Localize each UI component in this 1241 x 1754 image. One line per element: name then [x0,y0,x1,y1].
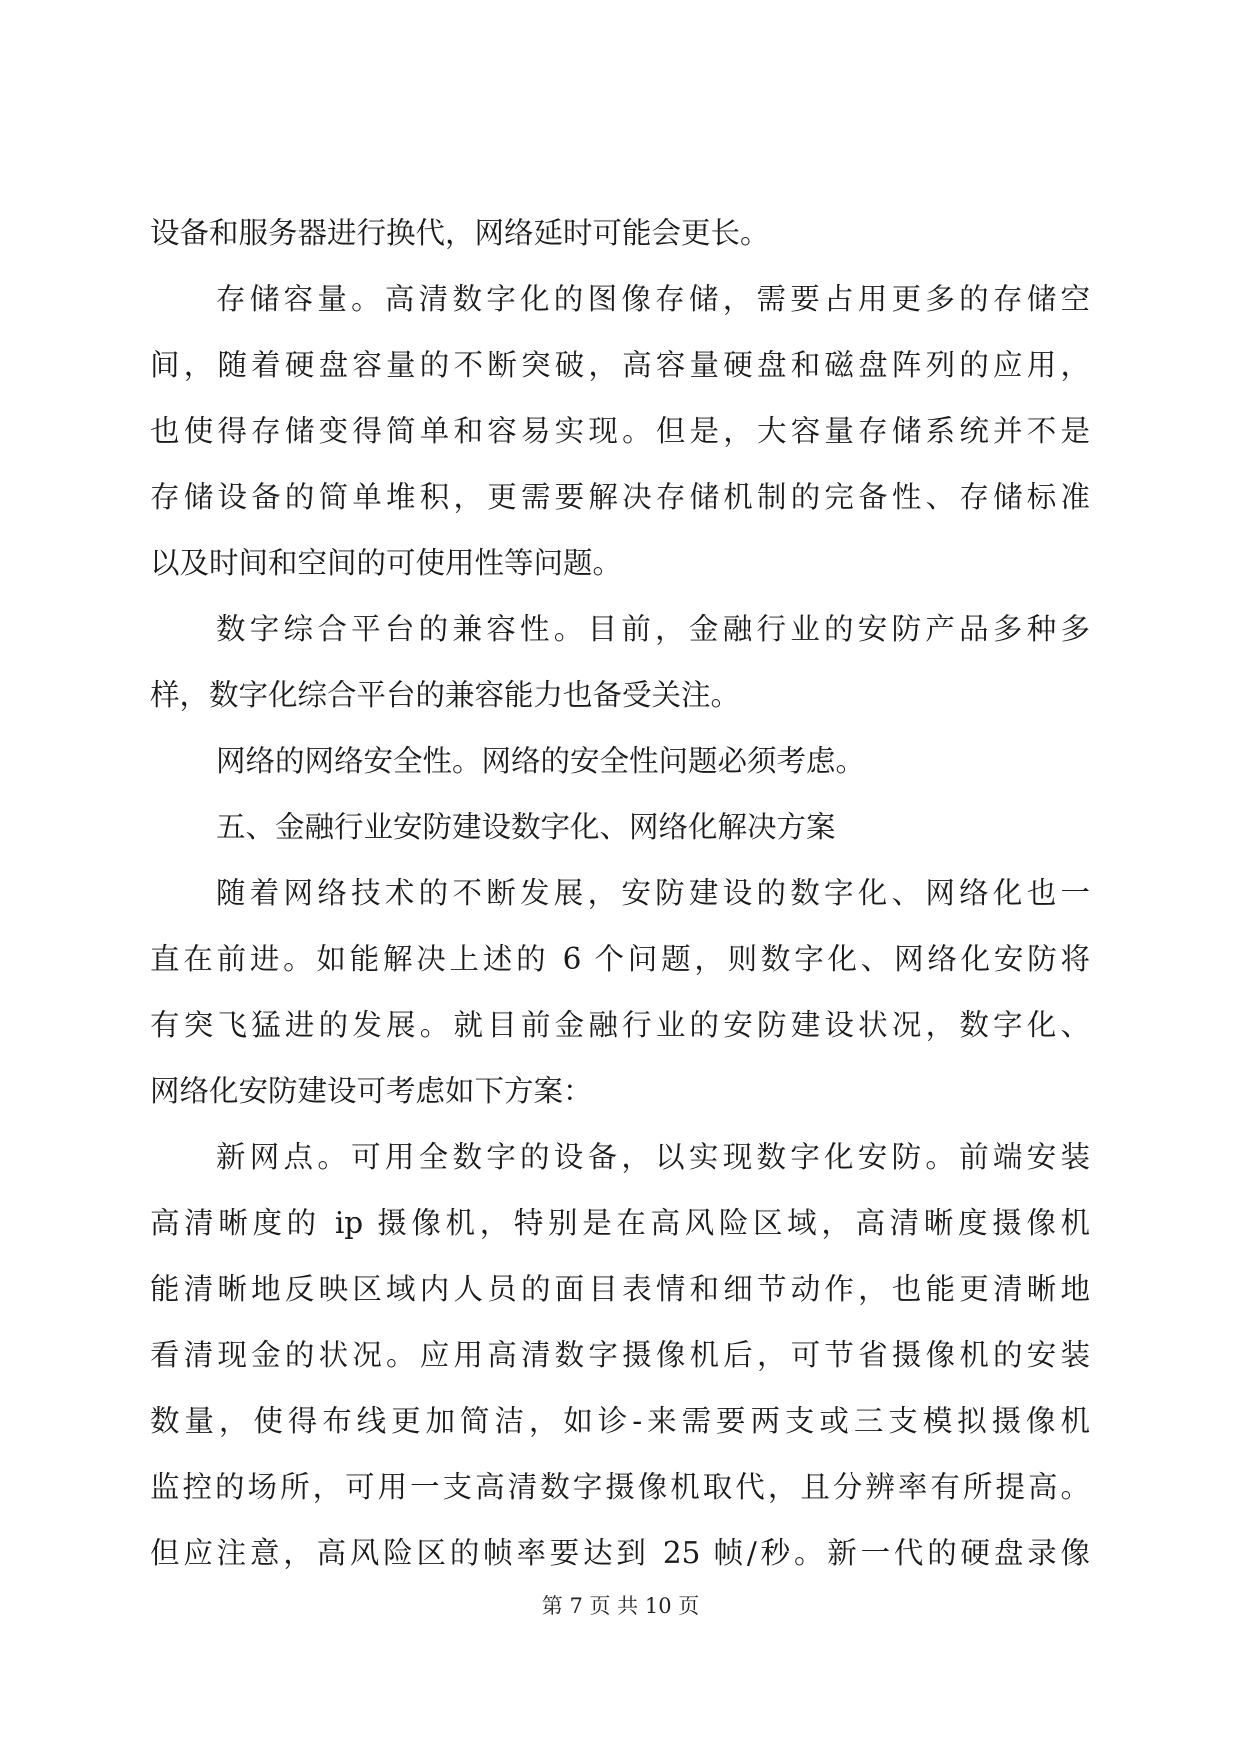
text-line: 存储设备的简单堆积，更需要解决存储机制的完备性、存储标准 [150,480,1090,514]
text-line: 有突飞猛进的发展。就目前金融行业的安防建设状况，数字化、 [150,1008,1090,1042]
paragraph-network-security: 网络的网络安全性。网络的安全性问题必须考虑。 [216,744,866,778]
text-line: 但应注意，高风险区的帧率要达到 25 帧/秒。新一代的硬盘录像 [150,1536,1090,1570]
text-line: 样，数字化综合平台的兼容能力也备受关注。 [150,678,741,712]
text-line: 以及时间和空间的可使用性等问题。 [150,546,623,580]
section-heading: 五、金融行业安防建设数字化、网络化解决方案 [216,810,836,844]
paragraph-storage-capacity: 存储容量。高清数字化的图像存储，需要占用更多的存储空 [216,282,1090,316]
text-line: 设备和服务器进行换代，网络延时可能会更长。 [150,216,770,250]
body-text [150,200,1090,1586]
text-line: 监控的场所，可用一支高清数字摄像机取代，且分辨率有所提高。 [150,1470,1090,1504]
text-line: 看清现金的状况。应用高清数字摄像机后，可节省摄像机的安装 [150,1338,1090,1372]
text-line: 能清晰地反映区域内人员的面目表情和细节动作，也能更清晰地 [150,1272,1090,1306]
paragraph-network-development: 随着网络技术的不断发展，安防建设的数字化、网络化也一 [216,876,1090,910]
paragraph-new-outlets: 新网点。可用全数字的设备，以实现数字化安防。前端安装 [216,1140,1090,1174]
paragraph-platform-compatibility: 数字综合平台的兼容性。目前，金融行业的安防产品多种多 [216,612,1090,646]
text-line: 间，随着硬盘容量的不断突破，高容量硬盘和磁盘阵列的应用， [150,348,1090,382]
page-number-footer: 第 7 页 共 10 页 [541,1594,700,1618]
text-line: 也使得存储变得简单和容易实现。但是，大容量存储系统并不是 [150,414,1090,448]
text-line: 网络化安防建设可考虑如下方案： [150,1074,593,1108]
text-line: 高清晰度的 ip 摄像机，特别是在高风险区域，高清晰度摄像机 [150,1206,1090,1240]
text-line: 直在前进。如能解决上述的 6 个问题，则数字化、网络化安防将 [150,942,1090,976]
text-line: 数量，使得布线更加简洁，如诊-来需要两支或三支模拟摄像机 [150,1404,1090,1438]
